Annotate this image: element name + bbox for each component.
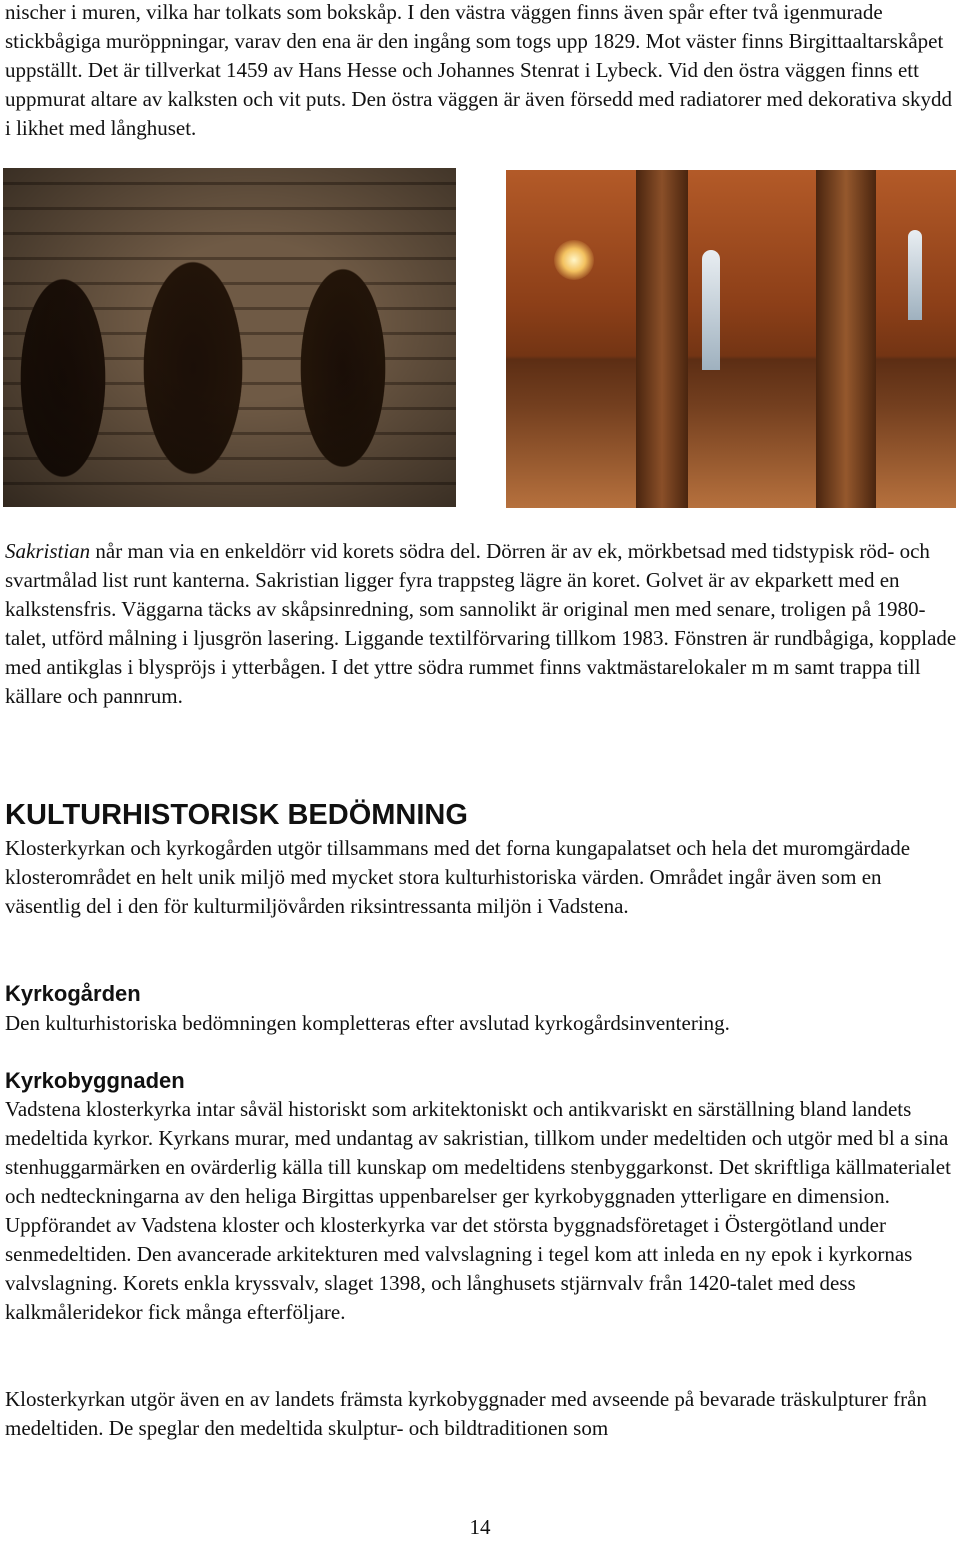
chandelier: [554, 240, 594, 280]
photo-vignette: [3, 168, 456, 507]
sacristy-paragraph: [5, 537, 957, 711]
churchyard-paragraph: Den kulturhistoriska bedömningen kompletteras efter avslutad kyrkogårdsinventering.: [5, 1011, 730, 1035]
sacristy-lead: Sakristian: [5, 539, 91, 563]
church-building-paragraph: Vadstena klosterkyrka intar såväl historiskt som arkitektoniskt och antikvariskt en särställning bland landets medeltida kyrkor. Kyrkans murar, med undantag av sakristian, tillkom under medeltiden och utgör med bl a sina stenhuggarmärken en ovärderlig källa till kunskap om medeltidens stenbyggarkonst. Det skriftliga källmaterialet och nedteckningarna av den heliga Birgittas uppenbarelser ger kyrkobyggnaden ytterligare en dimension. Uppförandet av Vadstena kloster och klosterkyrka var det största byggnadsföretaget i Östergötland under senmedeltiden. Den avancerade arkitekturen med valvslagning i tegel kom att inleda en ny epok i kyrkornas valvslagning. Korets enkla kryssvalv, slaget 1398, och långhusets stjärnvalv från 1420-talet med dess kalkmåleridekor fick många efterföljare.: [5, 1097, 951, 1324]
pillar-right: [816, 170, 876, 508]
window-center: [702, 250, 720, 370]
sacristy-text: når man via en enkeldörr vid korets södra del. Dörren är av ek, mörkbetsad med tidstypisk röd- och svartmålad list runt kanterna. Sakristian ligger fyra trappsteg lägre än koret. Golvet är av ekparkett med en kalkstensfris. Väggarna täcks av skåpsinredning, som sannolikt är original men med senare, troligen på 1980-talet, utförd målning i ljusgrön lasering. Liggande textilförvaring tillkom 1983. Fönstren är rundbågiga, kopplade med antikglas i blyspröjs i ytterbågen. I det yttre södra rummet finns vaktmästarelokaler m m samt trappa till källare och pannrum.: [5, 539, 957, 708]
window-right: [908, 230, 922, 320]
assessment-paragraph: Klosterkyrkan och kyrkogården utgör tillsammans med det forna kungapalatset och hela det muromgärdade klosterområdet en helt unik miljö med mycket stora kulturhistoriska värden. Området ingår även som en väsentlig del i den för kulturmiljövården riksintressanta miljön i Vadstena.: [5, 836, 911, 918]
nave-floor: [506, 170, 956, 508]
church-building-heading: Kyrkobyggnaden: [5, 1068, 185, 1093]
church-interior-photo: [506, 170, 956, 508]
intro-paragraph: nischer i muren, vilka har tolkats som bokskåp. I den västra väggen finns även spår efter två igenmurade stickbågiga muröppningar, varav den ena är den ingång som togs upp 1829. Mot väster finns Birgittaaltarskåpet uppställt. Det är tillverkat 1459 av Hans Hesse och Johannes Stenrat i Lybeck. Vid den östra väggen finns ett uppmurat altare av kalksten och vit puts. Den östra väggen är även försedd med radiatorer med dekorativa skydd i likhet med långhuset.: [5, 0, 953, 140]
sculpture-paragraph: Klosterkyrkan utgör även en av landets främsta kyrkobyggnader med avseende på bevarade träskulpturer från medeltiden. De speglar den medeltida skulptur- och bildtraditionen som: [5, 1387, 927, 1440]
page-number: 14: [469, 1515, 491, 1539]
assessment-heading: KULTURHISTORISK BEDÖMNING: [5, 799, 468, 831]
sacristy-niches-photo: [3, 168, 456, 507]
churchyard-heading: Kyrkogården: [5, 981, 141, 1006]
pillar-left: [636, 170, 688, 508]
